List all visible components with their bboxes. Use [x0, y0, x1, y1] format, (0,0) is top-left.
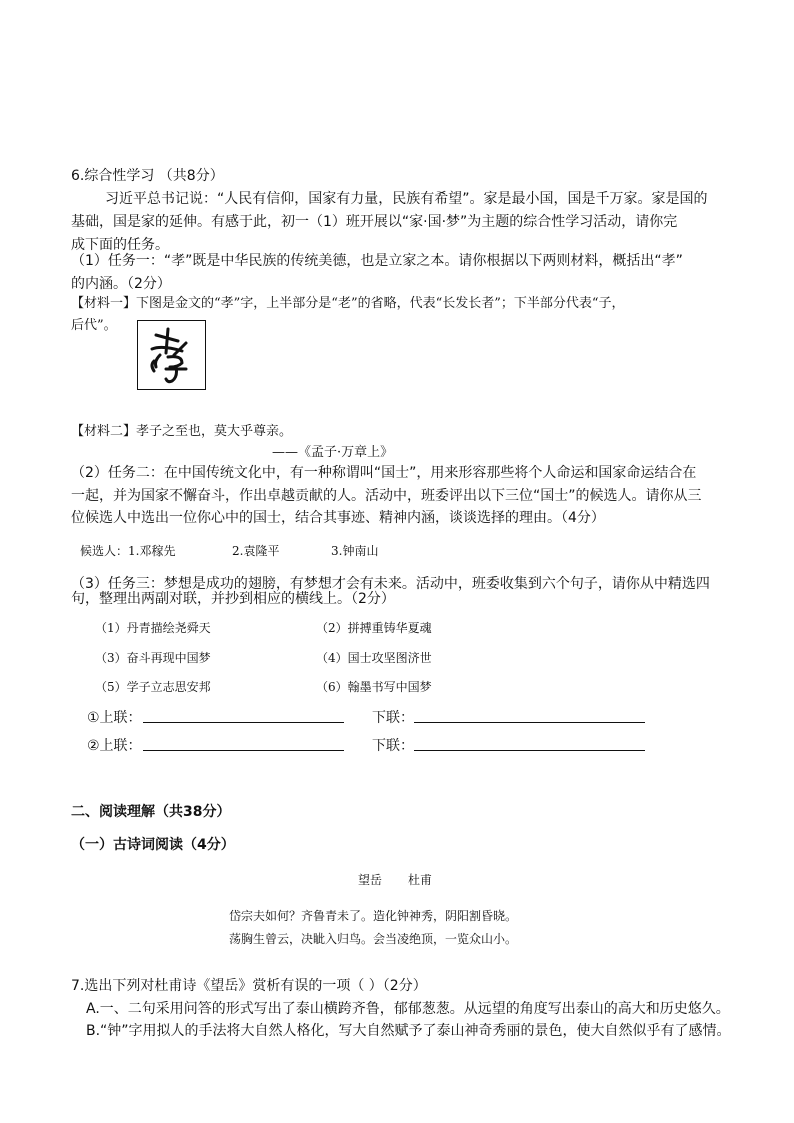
couplet1-upper-answer-line[interactable]	[143, 722, 344, 723]
sentence-3: （3）奋斗再现中国梦	[95, 651, 211, 665]
task2-line3: 位候选人中选出一位你心中的国士，结合其事迹、精神内涵，谈谈选择的理由。（4分）	[71, 510, 605, 526]
couplet1-lower-label: 下联：	[372, 710, 414, 726]
task3-line1: （3）任务三：梦想是成功的翅膀，有梦想才会有未来。活动中，班委收集到六个句子，请你从中精选四	[71, 576, 710, 592]
xiao-bronze-script-image	[137, 320, 206, 390]
poem-line1: 岱宗夫如何？齐鲁青未了。造化钟神秀，阴阳割昏晓。	[229, 909, 518, 923]
sentence-6: （6）翰墨书写中国梦	[316, 680, 432, 694]
q7-stem: 7.选出下列对杜甫诗《望岳》赏析有误的一项（ ）（2分）	[71, 978, 427, 994]
task1-line1: （1）任务一：“孝”既是中华民族的传统美德，也是立家之本。请你根据以下两则材料，概括出“孝”	[71, 253, 683, 269]
section2-sub1-title: （一）古诗词阅读（4分）	[71, 837, 235, 853]
q6-intro-line2: 基础，国是家的延伸。有感于此，初一（1）班开展以“家·国·梦”为主题的综合性学习活动，请你完	[71, 214, 678, 230]
candidate-3: 3.钟南山	[331, 544, 379, 558]
task2-line2: 一起，并为国家不懈奋斗，作出卓越贡献的人。活动中，班委评出以下三位“国士”的候选人。请你从三	[71, 488, 702, 504]
task1-line2: 的内涵。（2分）	[71, 276, 171, 292]
couplet2-lower-label: 下联：	[372, 738, 414, 754]
poem-line2: 荡胸生曾云，决眦入归鸟。会当凌绝顶，一览众山小。	[229, 932, 518, 946]
task3-line2: 句，整理出两副对联，并抄到相应的横线上。（2分）	[71, 591, 395, 607]
sentence-1: （1）丹青描绘尧舜天	[95, 621, 211, 635]
candidate-1: 候选人：1.邓稼先	[80, 544, 176, 558]
material2-source: ——《孟子·万章上》	[272, 445, 394, 460]
q6-intro-line3: 成下面的任务。	[71, 237, 169, 253]
q6-intro-line1: 习近平总书记说：“人民有信仰，国家有力量，民族有希望”。家是最小国，国是千万家。家是国的	[105, 191, 708, 207]
task2-line1: （2）任务二：在中国传统文化中，有一种称谓叫“国士”，用来形容那些将个人命运和国家命运结合在	[71, 465, 697, 481]
sentence-2: （2）拼搏重铸华夏魂	[316, 621, 432, 635]
q7-option-a[interactable]: A.一、二句采用问答的形式写出了泰山横跨齐鲁，郁郁葱葱。从远望的角度写出泰山的高大和历史悠久。	[86, 1001, 730, 1017]
material1-line1: 【材料一】下图是金文的“孝”字，上半部分是“老”的省略，代表“长发长者”；下半部分代表“子，	[71, 296, 625, 311]
poem-author: 杜甫	[408, 873, 433, 887]
couplet1-upper-label: ①上联：	[87, 710, 142, 726]
couplet2-upper-answer-line[interactable]	[143, 750, 344, 751]
couplet2-lower-answer-line[interactable]	[414, 750, 645, 751]
xiao-glyph-icon	[138, 321, 205, 389]
couplet1-lower-answer-line[interactable]	[414, 722, 645, 723]
sentence-4: （4）国士攻坚图济世	[316, 651, 432, 665]
couplet2-upper-label: ②上联：	[87, 738, 142, 754]
q7-option-b[interactable]: B.“钟”字用拟人的手法将大自然人格化，写大自然赋予了泰山神奇秀丽的景色，使大自然似乎有了感情。	[86, 1023, 731, 1039]
material2: 【材料二】孝子之至也，莫大乎尊亲。	[71, 424, 293, 439]
candidate-2: 2.袁隆平	[232, 544, 280, 558]
q6-title: 6.综合性学习 （共8分）	[71, 168, 224, 184]
poem-title: 望岳	[358, 873, 383, 887]
material1-line2: 后代”。	[71, 318, 117, 333]
section2-title: 二、阅读理解（共38分）	[71, 804, 231, 820]
sentence-5: （5）学子立志思安邦	[95, 680, 211, 694]
